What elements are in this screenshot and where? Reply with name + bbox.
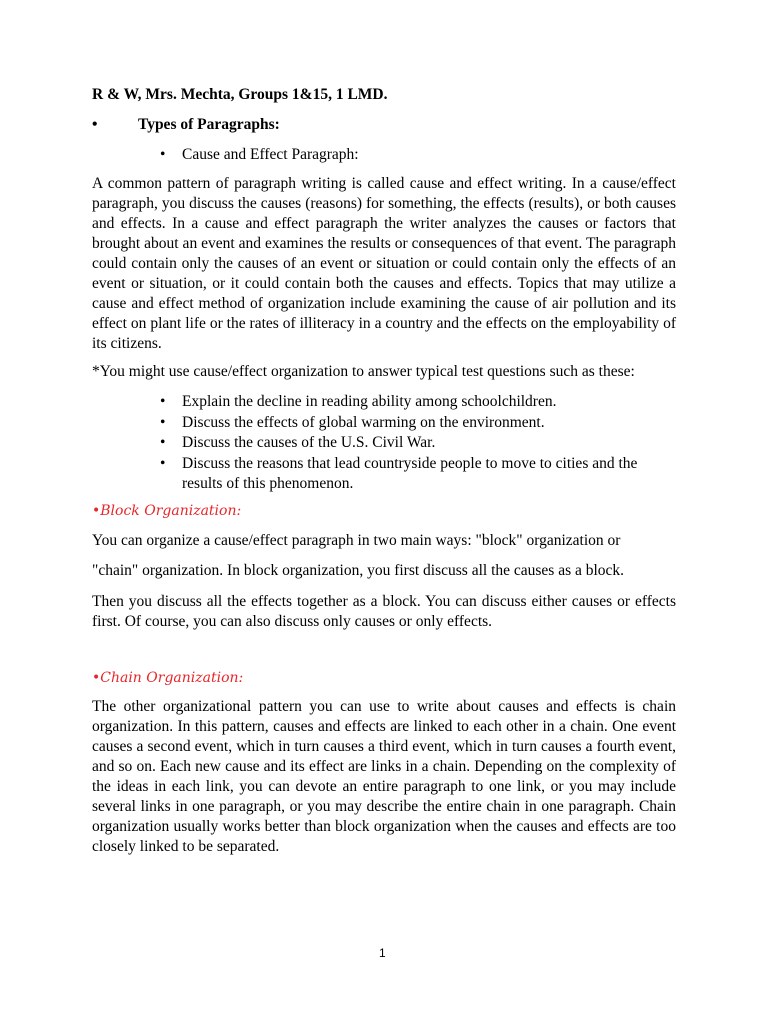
bullet-icon: • — [160, 434, 166, 451]
chain-organization-paragraph: The other organizational pattern you can use to write about causes and effects is chain organization. In this pattern, causes and effects are linked to each other in a chain. One event causes a second event, which in turn causes a third event, which in turn causes a fourth event, and so on. Each new cause and its effect are links in a chain. Depending on the complexity of the ideas in each link, you can devote an entire paragraph to one link, or you may include several links in one paragraph, or you may describe the entire chain in one paragraph. Chain organization usually works better than block organization when the causes and effects are too closely linked to be separated. — [92, 698, 676, 855]
chain-organization-heading: •Chain Organization: — [92, 670, 244, 686]
block-organization-line-1: You can organize a cause/effect paragraph in two main ways: "block" organization or — [92, 532, 621, 549]
intro-paragraph: A common pattern of paragraph writing is called cause and effect writing. In a cause/effect paragraph, you discuss the causes (reasons) for something, the effects (results), or both causes and effects. In a cause and effect paragraph the writer analyzes the causes or factors that brought about an event and examines the results or consequences of that event. The paragraph could contain only the causes of an event or situation or could contain only the effects of an event or situation, or it could contain both the causes and effects. Topics that may utilize a cause and effect method of organization include examining the cause of air pollution and its effect on plant life or the rates of illiteracy in a country and the effects on the employability of its citizens. — [92, 175, 676, 352]
list-item — [92, 454, 676, 495]
subheading-label: Cause and Effect Paragraph: — [182, 146, 359, 163]
list-item — [92, 392, 676, 413]
block-organization-heading: •Block Organization: — [92, 503, 242, 519]
list-item — [92, 433, 676, 454]
list-item-text: Explain the decline in reading ability among schoolchildren. — [182, 393, 557, 410]
example-questions-list — [92, 392, 676, 495]
page-number: 1 — [379, 946, 386, 960]
list-item-text: Discuss the causes of the U.S. Civil War. — [182, 434, 436, 451]
bullet-icon: • — [160, 454, 166, 472]
bullet-icon: • — [160, 393, 166, 410]
block-organization-line-2: "chain" organization. In block organization, you first discuss all the causes as a block. — [92, 562, 625, 579]
document-header: R & W, Mrs. Mechta, Groups 1&15, 1 LMD. — [92, 86, 388, 103]
list-item-text: Discuss the effects of global warming on the environment. — [182, 413, 545, 431]
note-paragraph: *You might use cause/effect organization to answer typical test questions such as these: — [92, 363, 635, 380]
block-organization-paragraph: Then you discuss all the effects together as a block. You can discuss either causes or effects first. Of course, you can also discuss only causes or only effects. — [92, 593, 676, 630]
bullet-icon: • — [92, 116, 98, 133]
bullet-icon: • — [160, 413, 166, 431]
list-item — [92, 413, 676, 434]
list-item-text: Discuss the reasons that lead countryside people to move to cities and the results of this phenomenon. — [182, 454, 638, 492]
bullet-icon: • — [160, 146, 166, 163]
types-heading-label: Types of Paragraphs: — [138, 116, 280, 133]
